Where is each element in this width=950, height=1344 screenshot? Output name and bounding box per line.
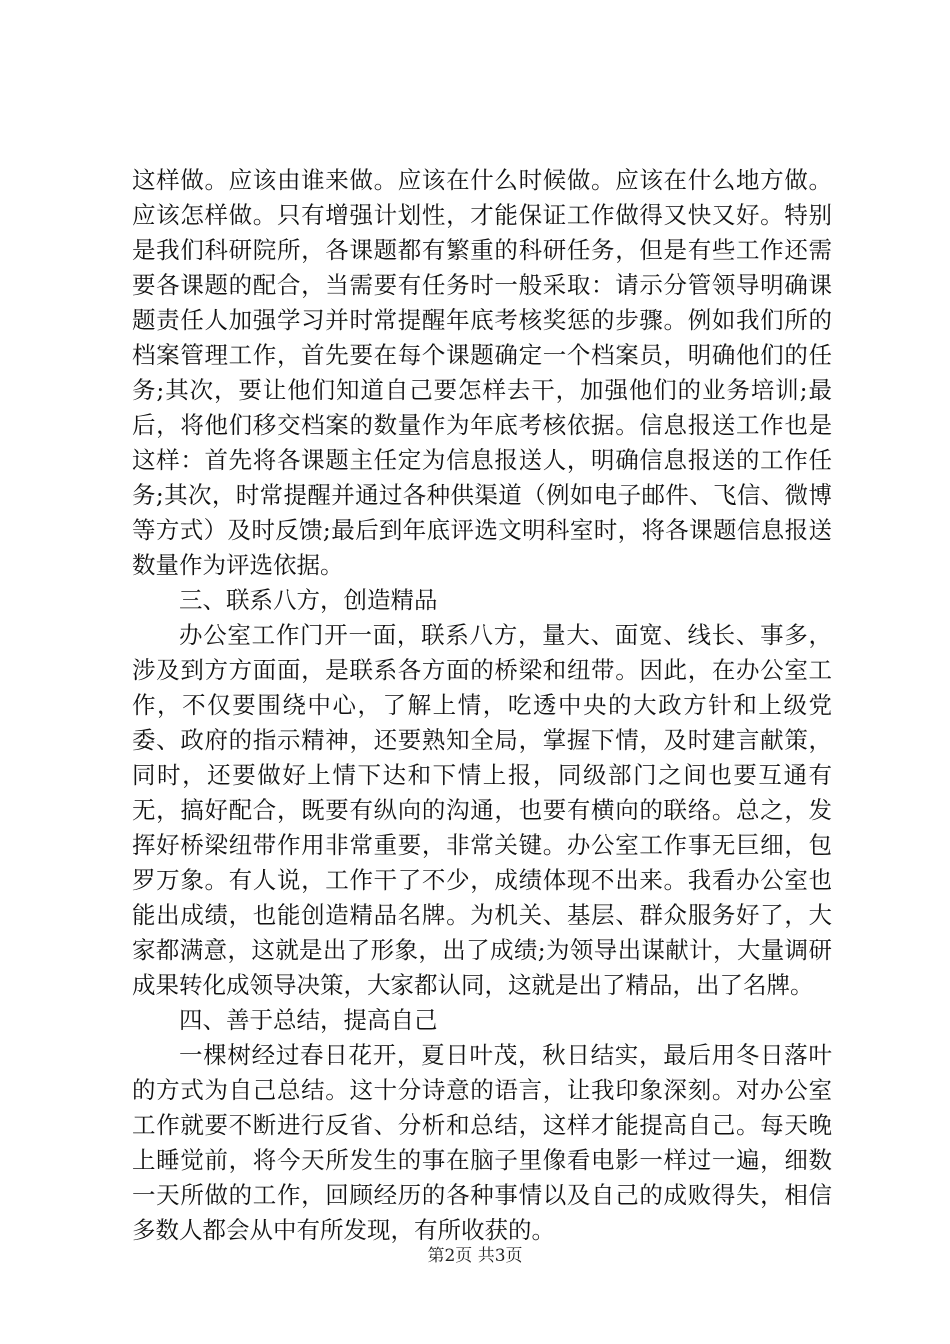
page-footer — [0, 1244, 950, 1268]
paragraph-section-3: 办公室工作门开一面，联系八方，量大、面宽、线长、事多，涉及到方方面面，是联系各方面的桥梁和纽带。因此，在办公室工作，不仅要围绕中心，了解上情，吃透中央的大政方针和上级党委、政府的指示精神，还要熟知全局，掌握下情，及时建言献策，同时，还要做好上情下达和下情上报，同级部门之间也要互通有无，搞好配合，既要有纵向的沟通，也要有横向的联络。总之，发挥好桥梁纽带作用非常重要，非常关键。办公室工作事无巨细，包罗万象。有人说，工作干了不少，成绩体现不出来。我看办公室也能出成绩，也能创造精品名牌。为机关、基层、群众服务好了，大家都满意，这就是出了形象，出了成绩;为领导出谋献计，大量调研成果转化成领导决策，大家都认同，这就是出了精品，出了名牌。 — [132, 621, 832, 999]
page-total: 共3页 — [477, 1246, 523, 1266]
document-body — [132, 163, 832, 1248]
page-number: 第2页 — [427, 1246, 473, 1266]
paragraph-section-4: 一棵树经过春日花开，夏日叶茂，秋日结实，最后用冬日落叶的方式为自己总结。这十分诗意的语言，让我印象深刻。对办公室工作就要不断进行反省、分析和总结，这样才能提高自己。每天晚上睡觉前，将今天所发生的事在脑子里像看电影一样过一遍，细数一天所做的工作，回顾经历的各种事情以及自己的成败得失，相信多数人都会从中有所发现，有所收获的。 — [132, 1041, 832, 1244]
section-heading-4: 四、善于总结，提高自己 — [179, 1006, 438, 1034]
section-heading-3: 三、联系八方，创造精品 — [179, 586, 438, 614]
paragraph-continuation: 这样做。应该由谁来做。应该在什么时候做。应该在什么地方做。应该怎样做。只有增强计划性，才能保证工作做得又快又好。特别是我们科研院所，各课题都有繁重的科研任务，但是有些工作还需要各课题的配合，当需要有任务时一般采取：请示分管领导明确课题责任人加强学习并时常提醒年底考核奖惩的步骤。例如我们所的档案管理工作，首先要在每个课题确定一个档案员，明确他们的任务;其次，要让他们知道自己要怎样去干，加强他们的业务培训;最后，将他们移交档案的数量作为年底考核依据。信息报送工作也是这样：首先将各课题主任定为信息报送人，明确信息报送的工作任务;其次，时常提醒并通过各种供渠道（例如电子邮件、飞信、微博等方式）及时反馈;最后到年底评选文明科室时，将各课题信息报送数量作为评选依据。 — [132, 166, 832, 579]
